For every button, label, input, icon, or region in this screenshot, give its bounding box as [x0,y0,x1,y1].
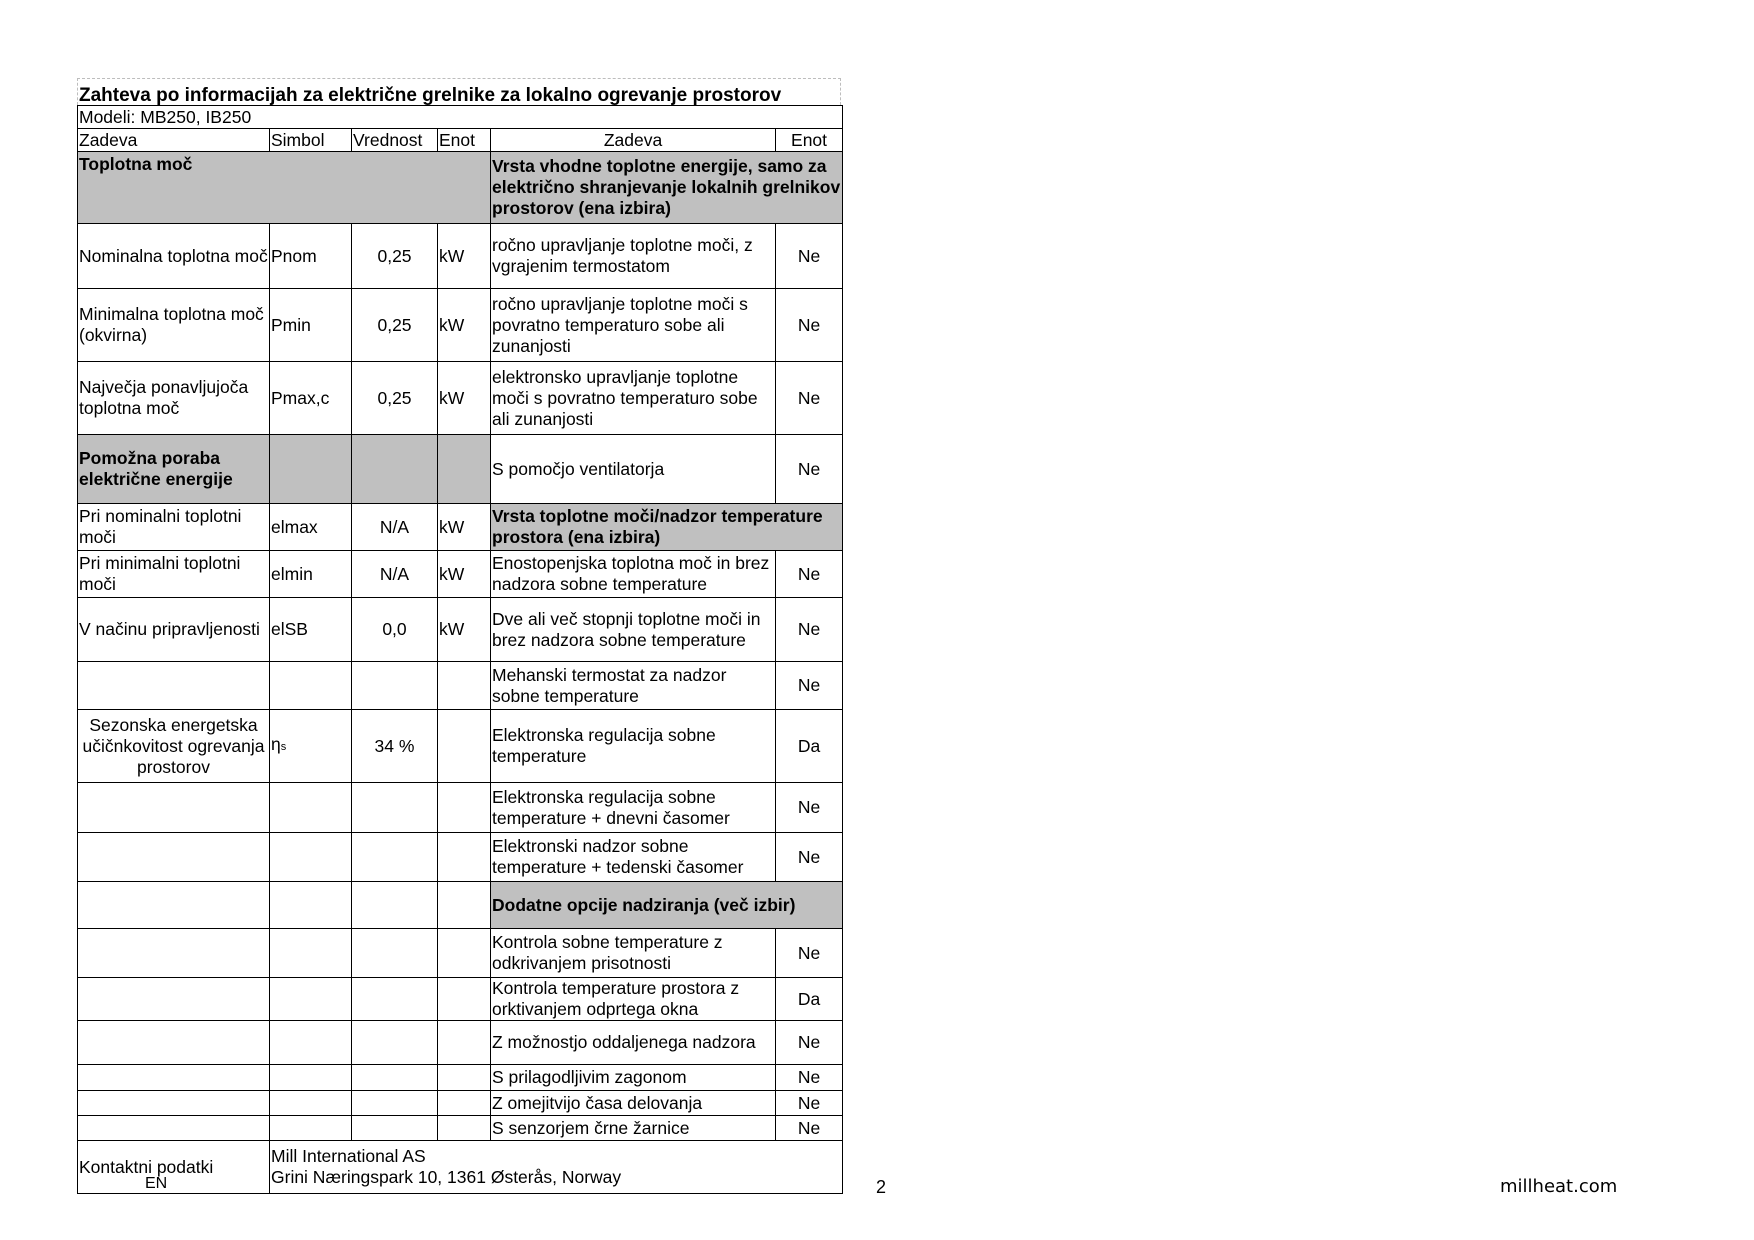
control-heading: Vrsta toplotne moči/nadzor temperature prostora (ena izbira) [491,504,843,551]
aux-min-value: N/A [352,551,438,598]
language-label: EN [145,1175,168,1192]
website-link[interactable]: millheat.com [1500,1176,1618,1197]
header-row [78,129,843,152]
control-value: Ne [776,783,843,833]
standby-symbol: elSB [270,598,352,662]
control-value: Ne [776,662,843,710]
table-row [78,783,843,833]
max-heat-label: Največja ponavljujoča toplotna moč [78,362,270,435]
aux-min-label: Pri minimalni toplotni moči [78,551,270,598]
table-row [78,289,843,362]
option-value: Ne [776,1091,843,1116]
header-unit: Enot [438,129,491,152]
company-address: Grini Næringspark 10, 1361 Østerås, Norway [271,1167,622,1187]
heat-input-label: S pomočjo ventilatorja [491,435,776,504]
max-heat-value: 0,25 [352,362,438,435]
min-heat-label: Minimalna toplotna moč (okvirna) [78,289,270,362]
control-value: Ne [776,598,843,662]
table-row [78,224,843,289]
models-row: Modeli: MB250, IB250 [78,106,843,129]
standby-value: 0,0 [352,598,438,662]
heat-input-label: ročno upravljanje toplotne moči, z vgrajenim termostatom [491,224,776,289]
table-row [78,504,843,551]
header-right-unit: Enot [776,129,843,152]
control-value: Da [776,710,843,783]
option-label: S senzorjem črne žarnice [491,1116,776,1141]
options-heading: Dodatne opcije nadziranja (več izbir) [491,882,843,929]
min-heat-unit: kW [438,289,491,362]
header-right-item: Zadeva [491,129,776,152]
option-label: Kontrola sobne temperature z odkrivanjem prisotnosti [491,929,776,978]
contact-details [270,1141,843,1194]
table-row [78,882,843,929]
table-row [78,551,843,598]
contact-row [78,1141,843,1194]
table-row [78,1065,843,1091]
option-value: Ne [776,1065,843,1091]
table-row [78,362,843,435]
option-value: Ne [776,929,843,978]
control-value: Ne [776,551,843,598]
table-row [78,929,843,978]
heat-input-label: ročno upravljanje toplotne moči s povratno temperaturo sobe ali zunanjosti [491,289,776,362]
max-heat-symbol: Pmax,c [270,362,352,435]
option-value: Ne [776,1116,843,1141]
nominal-heat-value: 0,25 [352,224,438,289]
option-value: Da [776,978,843,1021]
aux-nominal-label: Pri nominalni toplotni moči [78,504,270,551]
standby-unit: kW [438,598,491,662]
min-heat-value: 0,25 [352,289,438,362]
heat-input-heading: Vrsta vhodne toplotne energije, samo za električno shranjevanje lokalnih grelnikov prostorov (ena izbira) [491,152,843,224]
option-label: Z omejitvijo časa delovanja [491,1091,776,1116]
table-row [78,662,843,710]
nominal-heat-unit: kW [438,224,491,289]
option-value: Ne [776,1021,843,1065]
min-heat-symbol: Pmin [270,289,352,362]
heat-input-value: Ne [776,224,843,289]
aux-heading: Pomožna poraba električne energije [78,435,270,504]
heat-input-label: elektronsko upravljanje toplotne moči s povratno temperaturo sobe ali zunanjosti [491,362,776,435]
aux-min-symbol: elmin [270,551,352,598]
control-label: Elektronski nadzor sobne temperature + tedenski časomer [491,833,776,882]
control-label: Mehanski termostat za nadzor sobne temperature [491,662,776,710]
company-name: Mill International AS [271,1146,426,1166]
aux-nominal-value: N/A [352,504,438,551]
heat-input-value: Ne [776,362,843,435]
heat-input-value: Ne [776,435,843,504]
table-row [78,598,843,662]
nominal-heat-label: Nominalna toplotna moč [78,224,270,289]
table-row [78,710,843,783]
seasonal-value: 34 % [352,710,438,783]
table-row [78,435,843,504]
control-label: Enostopenjska toplotna moč in brez nadzora sobne temperature [491,551,776,598]
info-table [77,105,843,1194]
standby-label: V načinu pripravljenosti [78,598,270,662]
table-row [78,978,843,1021]
control-value: Ne [776,833,843,882]
option-label: S prilagodljivim zagonom [491,1065,776,1091]
seasonal-symbol: ηs [270,710,352,783]
control-label: Elektronska regulacija sobne temperature [491,710,776,783]
header-symbol: Simbol [270,129,352,152]
option-label: Z možnostjo oddaljenega nadzora [491,1021,776,1065]
seasonal-label: Sezonska energetska učičnkovitost ogrevanja prostorov [78,710,270,783]
page-number: 2 [876,1177,887,1197]
control-label: Elektronska regulacija sobne temperature + dnevni časomer [491,783,776,833]
aux-nominal-symbol: elmax [270,504,352,551]
heat-input-value: Ne [776,289,843,362]
header-value: Vrednost [352,129,438,152]
contact-label: Kontaktni podatki EN [78,1141,270,1194]
table-row [78,1021,843,1065]
heat-output-heading: Toplotna moč [78,152,491,224]
table-row [78,1116,843,1141]
header-item: Zadeva [78,129,270,152]
max-heat-unit: kW [438,362,491,435]
table-row [78,833,843,882]
document-title: Zahteva po informacijah za električne grelnike za lokalno ogrevanje prostorov [77,78,841,105]
nominal-heat-symbol: Pnom [270,224,352,289]
table-row [78,1091,843,1116]
option-label: Kontrola temperature prostora z orktivanjem odprtega okna [491,978,776,1021]
aux-min-unit: kW [438,551,491,598]
control-label: Dve ali več stopnji toplotne moči in brez nadzora sobne temperature [491,598,776,662]
aux-nominal-unit: kW [438,504,491,551]
